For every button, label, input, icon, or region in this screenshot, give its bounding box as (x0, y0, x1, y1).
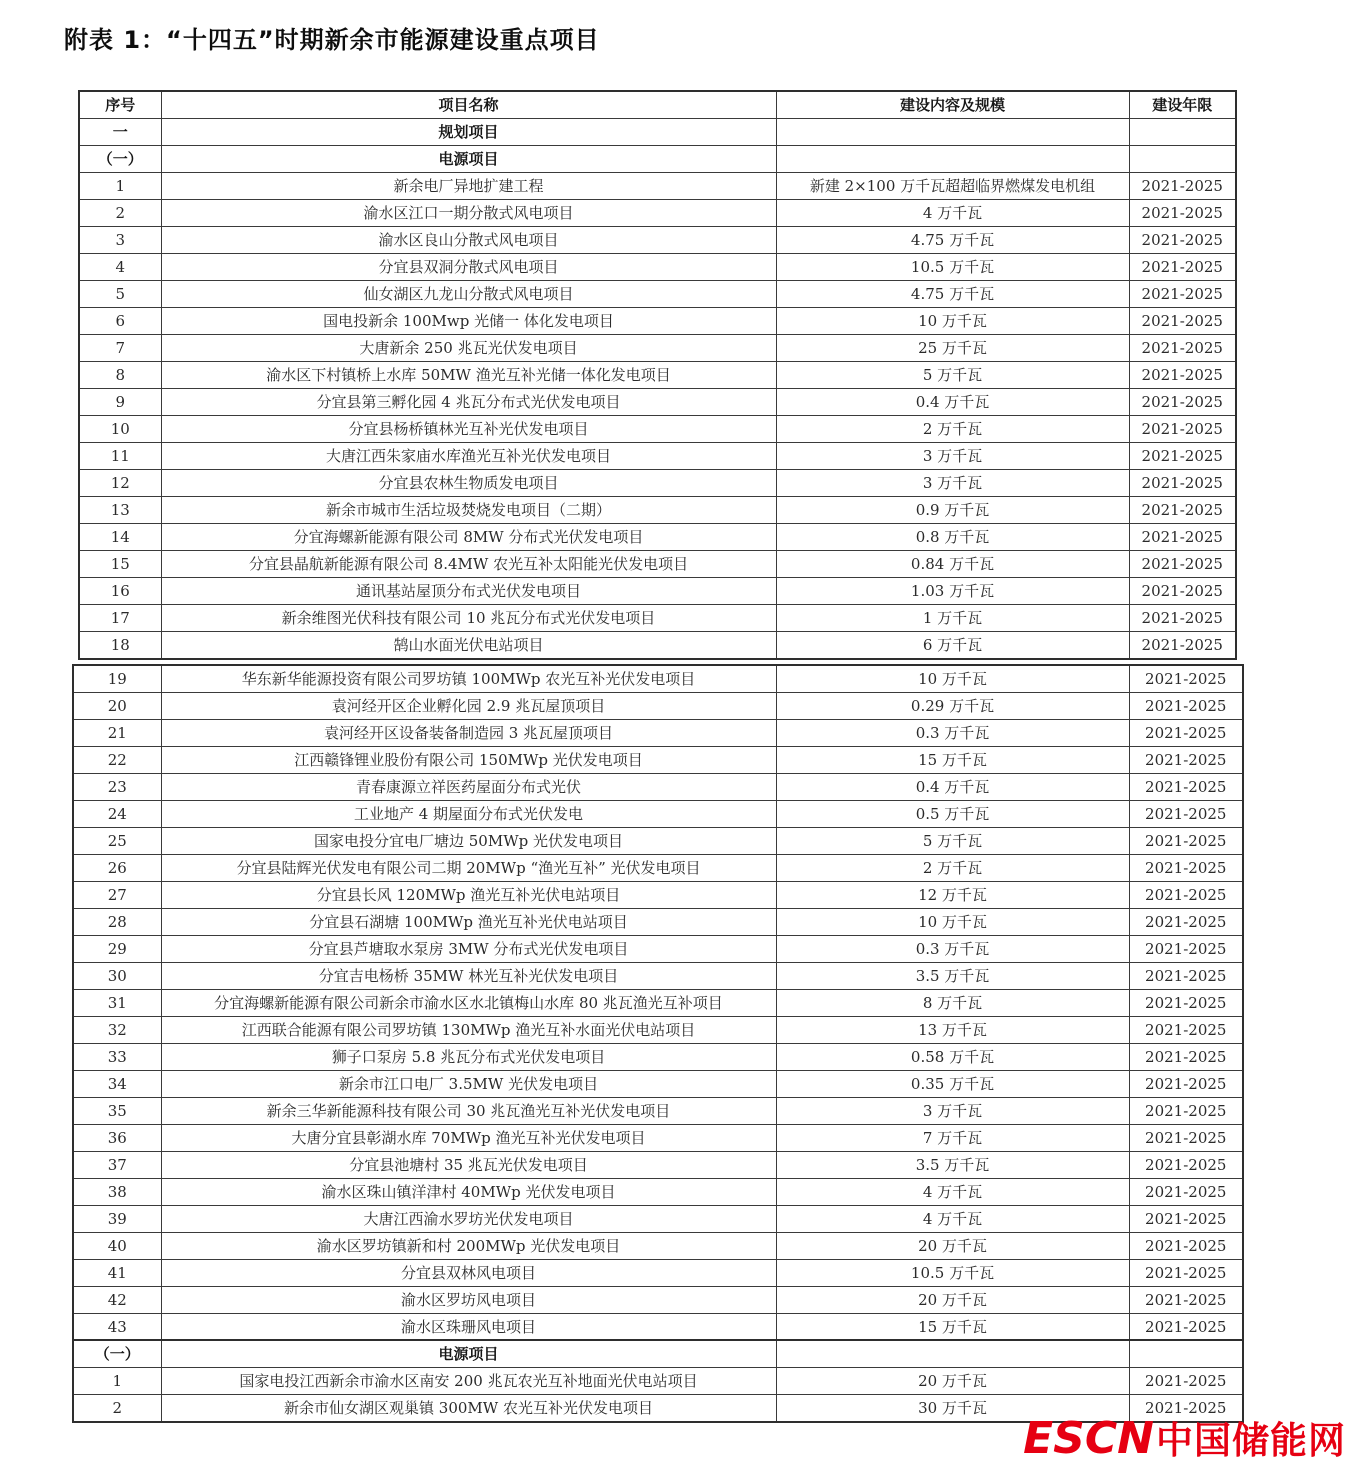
row-serial-cell: 37 (73, 1152, 161, 1179)
page-title: 附表 1：“十四五”时期新余市能源建设重点项目 (64, 26, 600, 54)
row-scale-cell: 2 万千瓦 (776, 416, 1129, 443)
table-row (79, 173, 1236, 200)
row-serial-cell: 32 (73, 1017, 161, 1044)
row-scale-cell (776, 119, 1129, 146)
row-project-name-cell: 仙女湖区九龙山分散式风电项目 (161, 281, 776, 308)
table-row (79, 308, 1236, 335)
row-project-name-cell: 电源项目 (161, 1340, 776, 1368)
table-row (79, 227, 1236, 254)
table-row (79, 416, 1236, 443)
row-project-name-cell: 通讯基站屋顶分布式光伏发电项目 (161, 578, 776, 605)
row-period-cell (1129, 119, 1236, 146)
row-period-cell: 2021-2025 (1129, 281, 1236, 308)
row-scale-cell: 4.75 万千瓦 (776, 227, 1129, 254)
row-scale-cell: 3.5 万千瓦 (776, 963, 1129, 990)
row-project-name-cell: 袁河经开区企业孵化园 2.9 兆瓦屋顶项目 (161, 693, 776, 720)
row-serial-cell: 30 (73, 963, 161, 990)
row-scale-cell: 8 万千瓦 (776, 990, 1129, 1017)
row-project-name-cell: 袁河经开区设备装备制造园 3 兆瓦屋顶项目 (161, 720, 776, 747)
table-row (79, 551, 1236, 578)
projects-table-section-3 (72, 1339, 1244, 1423)
table-row (73, 1233, 1243, 1260)
row-serial-cell: 24 (73, 801, 161, 828)
table-row (73, 1071, 1243, 1098)
row-project-name-cell: 青春康源立祥医药屋面分布式光伏 (161, 774, 776, 801)
row-period-cell: 2021-2025 (1129, 470, 1236, 497)
row-serial-cell: 28 (73, 909, 161, 936)
row-scale-cell: 3.5 万千瓦 (776, 1152, 1129, 1179)
row-period-cell: 2021-2025 (1129, 335, 1236, 362)
escn-watermark-logo (1023, 1413, 1346, 1464)
row-serial-cell: 12 (79, 470, 161, 497)
row-serial-cell: 6 (79, 308, 161, 335)
row-project-name-cell: 大唐分宜县彰湖水库 70MWp 渔光互补光伏发电项目 (161, 1125, 776, 1152)
row-period-cell: 2021-2025 (1129, 1314, 1243, 1342)
table-row (79, 254, 1236, 281)
row-project-name-cell: 新余市江口电厂 3.5MW 光伏发电项目 (161, 1071, 776, 1098)
row-scale-cell: 10.5 万千瓦 (776, 1260, 1129, 1287)
table-row (73, 801, 1243, 828)
row-serial-cell: 25 (73, 828, 161, 855)
row-project-name-cell: 渝水区下村镇桥上水库 50MW 渔光互补光储一体化发电项目 (161, 362, 776, 389)
table-row (79, 335, 1236, 362)
row-scale-cell: 20 万千瓦 (776, 1287, 1129, 1314)
row-project-name-cell: 分宜海螺新能源有限公司 8MW 分布式光伏发电项目 (161, 524, 776, 551)
row-scale-cell (776, 146, 1129, 173)
table-row (79, 524, 1236, 551)
row-period-cell: 2021-2025 (1129, 990, 1243, 1017)
row-scale-cell: 0.3 万千瓦 (776, 936, 1129, 963)
row-period-cell: 2021-2025 (1129, 1287, 1243, 1314)
row-project-name-cell: 分宜吉电杨桥 35MW 林光互补光伏发电项目 (161, 963, 776, 990)
row-project-name-cell: 电源项目 (161, 146, 776, 173)
row-project-name-cell: 分宜县双洞分散式风电项目 (161, 254, 776, 281)
row-scale-cell: 10 万千瓦 (776, 665, 1129, 693)
escn-logo-chinese-text: 中国储能网 (1156, 1419, 1346, 1462)
row-scale-cell: 2 万千瓦 (776, 855, 1129, 882)
row-project-name-cell: 渝水区江口一期分散式风电项目 (161, 200, 776, 227)
table-row (73, 1287, 1243, 1314)
row-period-cell (1129, 1340, 1243, 1368)
table-row (73, 882, 1243, 909)
row-project-name-cell: 华东新华能源投资有限公司罗坊镇 100MWp 农光互补光伏发电项目 (161, 665, 776, 693)
row-project-name-cell: 新余市仙女湖区观巢镇 300MW 农光互补光伏发电项目 (161, 1395, 776, 1423)
row-period-cell: 2021-2025 (1129, 1260, 1243, 1287)
row-scale-cell: 4 万千瓦 (776, 1179, 1129, 1206)
row-serial-cell: 9 (79, 389, 161, 416)
row-serial-cell: 34 (73, 1071, 161, 1098)
row-serial-cell: 16 (79, 578, 161, 605)
row-period-cell: 2021-2025 (1129, 1206, 1243, 1233)
row-scale-cell: 0.35 万千瓦 (776, 1071, 1129, 1098)
row-period-cell: 2021-2025 (1129, 1395, 1243, 1423)
row-scale-cell: 4 万千瓦 (776, 200, 1129, 227)
row-project-name-cell: 渝水区罗坊镇新和村 200MWp 光伏发电项目 (161, 1233, 776, 1260)
row-serial-cell: 15 (79, 551, 161, 578)
row-serial-cell: 23 (73, 774, 161, 801)
row-period-cell: 2021-2025 (1129, 497, 1236, 524)
row-period-cell: 2021-2025 (1129, 936, 1243, 963)
row-scale-cell: 0.3 万千瓦 (776, 720, 1129, 747)
row-scale-cell: 0.8 万千瓦 (776, 524, 1129, 551)
row-period-cell: 2021-2025 (1129, 605, 1236, 632)
row-serial-cell: 13 (79, 497, 161, 524)
row-scale-cell: 4 万千瓦 (776, 1206, 1129, 1233)
row-scale-cell: 20 万千瓦 (776, 1233, 1129, 1260)
table-row (79, 497, 1236, 524)
row-period-cell: 2021-2025 (1129, 308, 1236, 335)
row-project-name-cell: 新余市城市生活垃圾焚烧发电项目（二期） (161, 497, 776, 524)
row-project-name-cell: 狮子口泵房 5.8 兆瓦分布式光伏发电项目 (161, 1044, 776, 1071)
row-serial-cell: 19 (73, 665, 161, 693)
row-project-name-cell: 分宜县池塘村 35 兆瓦光伏发电项目 (161, 1152, 776, 1179)
table-row (73, 693, 1243, 720)
row-scale-cell: 30 万千瓦 (776, 1395, 1129, 1423)
row-period-cell: 2021-2025 (1129, 1017, 1243, 1044)
row-project-name-cell: 分宜县石湖塘 100MWp 渔光互补光伏电站项目 (161, 909, 776, 936)
table-row (79, 605, 1236, 632)
row-period-cell: 2021-2025 (1129, 416, 1236, 443)
row-project-name-cell: 大唐江西朱家庙水库渔光互补光伏发电项目 (161, 443, 776, 470)
row-project-name-cell: 渝水区良山分散式风电项目 (161, 227, 776, 254)
row-project-name-cell: 分宜县杨桥镇林光互补光伏发电项目 (161, 416, 776, 443)
row-serial-cell: 41 (73, 1260, 161, 1287)
table-row (73, 1017, 1243, 1044)
row-period-cell: 2021-2025 (1129, 443, 1236, 470)
row-serial-cell: 38 (73, 1179, 161, 1206)
table-row (79, 281, 1236, 308)
row-period-cell: 2021-2025 (1129, 801, 1243, 828)
row-serial-cell: 35 (73, 1098, 161, 1125)
row-serial-cell: 1 (79, 173, 161, 200)
row-serial-cell: 10 (79, 416, 161, 443)
row-serial-cell: 43 (73, 1314, 161, 1342)
row-period-cell: 2021-2025 (1129, 254, 1236, 281)
row-scale-cell: 5 万千瓦 (776, 828, 1129, 855)
table-row (73, 828, 1243, 855)
table-row (79, 200, 1236, 227)
row-period-cell: 2021-2025 (1129, 774, 1243, 801)
row-period-cell (1129, 146, 1236, 173)
table-row (73, 936, 1243, 963)
table-row (79, 362, 1236, 389)
table-row (73, 1125, 1243, 1152)
row-project-name-cell: 分宜县农林生物质发电项目 (161, 470, 776, 497)
table-row (73, 990, 1243, 1017)
row-serial-cell: 42 (73, 1287, 161, 1314)
row-serial-cell: 11 (79, 443, 161, 470)
row-scale-cell: 5 万千瓦 (776, 362, 1129, 389)
row-scale-cell: 0.29 万千瓦 (776, 693, 1129, 720)
row-serial-cell: （一） (73, 1340, 161, 1368)
table-row (73, 855, 1243, 882)
header-project-name: 项目名称 (161, 91, 776, 119)
table-row (79, 470, 1236, 497)
row-project-name-cell: 国家电投分宜电厂塘边 50MWp 光伏发电项目 (161, 828, 776, 855)
row-project-name-cell: 大唐新余 250 兆瓦光伏发电项目 (161, 335, 776, 362)
row-serial-cell: 4 (79, 254, 161, 281)
row-period-cell: 2021-2025 (1129, 882, 1243, 909)
table-row (79, 389, 1236, 416)
projects-table-section-2 (72, 664, 1244, 1342)
row-project-name-cell: 渝水区罗坊风电项目 (161, 1287, 776, 1314)
row-period-cell: 2021-2025 (1129, 665, 1243, 693)
row-scale-cell: 新建 2×100 万千瓦超超临界燃煤发电机组 (776, 173, 1129, 200)
row-period-cell: 2021-2025 (1129, 632, 1236, 660)
row-scale-cell (776, 1340, 1129, 1368)
row-period-cell: 2021-2025 (1129, 524, 1236, 551)
row-period-cell: 2021-2025 (1129, 362, 1236, 389)
row-serial-cell: （一） (79, 146, 161, 173)
table-row (73, 665, 1243, 693)
table-row (73, 1044, 1243, 1071)
table-row (73, 963, 1243, 990)
row-serial-cell: 26 (73, 855, 161, 882)
row-serial-cell: 18 (79, 632, 161, 660)
row-serial-cell: 一 (79, 119, 161, 146)
row-scale-cell: 1 万千瓦 (776, 605, 1129, 632)
row-period-cell: 2021-2025 (1129, 200, 1236, 227)
row-project-name-cell: 分宜县晶航新能源有限公司 8.4MW 农光互补太阳能光伏发电项目 (161, 551, 776, 578)
table-row (73, 720, 1243, 747)
row-serial-cell: 8 (79, 362, 161, 389)
row-project-name-cell: 渝水区珠珊风电项目 (161, 1314, 776, 1342)
row-scale-cell: 15 万千瓦 (776, 1314, 1129, 1342)
row-project-name-cell: 分宜海螺新能源有限公司新余市渝水区水北镇梅山水库 80 兆瓦渔光互补项目 (161, 990, 776, 1017)
row-serial-cell: 36 (73, 1125, 161, 1152)
row-serial-cell: 1 (73, 1368, 161, 1395)
row-period-cell: 2021-2025 (1129, 747, 1243, 774)
row-scale-cell: 0.9 万千瓦 (776, 497, 1129, 524)
row-period-cell: 2021-2025 (1129, 855, 1243, 882)
row-scale-cell: 20 万千瓦 (776, 1368, 1129, 1395)
row-period-cell: 2021-2025 (1129, 551, 1236, 578)
row-serial-cell: 2 (79, 200, 161, 227)
row-project-name-cell: 分宜县第三孵化园 4 兆瓦分布式光伏发电项目 (161, 389, 776, 416)
table-row (73, 1314, 1243, 1342)
row-serial-cell: 7 (79, 335, 161, 362)
table-row (73, 1206, 1243, 1233)
table-row (73, 1179, 1243, 1206)
row-serial-cell: 40 (73, 1233, 161, 1260)
row-project-name-cell: 国家电投江西新余市渝水区南安 200 兆瓦农光互补地面光伏电站项目 (161, 1368, 776, 1395)
row-period-cell: 2021-2025 (1129, 693, 1243, 720)
row-period-cell: 2021-2025 (1129, 1179, 1243, 1206)
row-project-name-cell: 工业地产 4 期屋面分布式光伏发电 (161, 801, 776, 828)
row-scale-cell: 6 万千瓦 (776, 632, 1129, 660)
row-project-name-cell: 分宜县长风 120MWp 渔光互补光伏电站项目 (161, 882, 776, 909)
section-heading-row (79, 146, 1236, 173)
header-scale: 建设内容及规模 (776, 91, 1129, 119)
row-period-cell: 2021-2025 (1129, 909, 1243, 936)
row-period-cell: 2021-2025 (1129, 720, 1243, 747)
row-scale-cell: 0.4 万千瓦 (776, 774, 1129, 801)
row-serial-cell: 20 (73, 693, 161, 720)
row-period-cell: 2021-2025 (1129, 963, 1243, 990)
row-project-name-cell: 分宜县芦塘取水泵房 3MW 分布式光伏发电项目 (161, 936, 776, 963)
row-scale-cell: 10 万千瓦 (776, 308, 1129, 335)
row-period-cell: 2021-2025 (1129, 173, 1236, 200)
row-project-name-cell: 分宜县双林风电项目 (161, 1260, 776, 1287)
row-period-cell: 2021-2025 (1129, 227, 1236, 254)
row-project-name-cell: 规划项目 (161, 119, 776, 146)
table-header-row (79, 91, 1236, 119)
row-scale-cell: 13 万千瓦 (776, 1017, 1129, 1044)
row-project-name-cell: 渝水区珠山镇洋津村 40MWp 光伏发电项目 (161, 1179, 776, 1206)
row-period-cell: 2021-2025 (1129, 1152, 1243, 1179)
row-project-name-cell: 国电投新余 100Mwp 光储一 体化发电项目 (161, 308, 776, 335)
table-row (73, 1260, 1243, 1287)
row-serial-cell: 21 (73, 720, 161, 747)
row-serial-cell: 39 (73, 1206, 161, 1233)
row-serial-cell: 3 (79, 227, 161, 254)
table-row (79, 578, 1236, 605)
row-serial-cell: 17 (79, 605, 161, 632)
table-row (73, 747, 1243, 774)
table-row (73, 774, 1243, 801)
row-project-name-cell: 江西联合能源有限公司罗坊镇 130MWp 渔光互补水面光伏电站项目 (161, 1017, 776, 1044)
header-serial-number: 序号 (79, 91, 161, 119)
header-period: 建设年限 (1129, 91, 1236, 119)
row-serial-cell: 29 (73, 936, 161, 963)
row-project-name-cell: 新余电厂异地扩建工程 (161, 173, 776, 200)
row-scale-cell: 3 万千瓦 (776, 470, 1129, 497)
row-project-name-cell: 江西赣锋锂业股份有限公司 150MWp 光伏发电项目 (161, 747, 776, 774)
table-row (73, 1098, 1243, 1125)
table-row (79, 632, 1236, 660)
row-scale-cell: 10.5 万千瓦 (776, 254, 1129, 281)
table-row (73, 909, 1243, 936)
row-project-name-cell: 新余维图光伏科技有限公司 10 兆瓦分布式光伏发电项目 (161, 605, 776, 632)
row-scale-cell: 10 万千瓦 (776, 909, 1129, 936)
row-scale-cell: 3 万千瓦 (776, 1098, 1129, 1125)
row-period-cell: 2021-2025 (1129, 1071, 1243, 1098)
row-scale-cell: 1.03 万千瓦 (776, 578, 1129, 605)
section-heading-row (79, 119, 1236, 146)
row-project-name-cell: 新余三华新能源科技有限公司 30 兆瓦渔光互补光伏发电项目 (161, 1098, 776, 1125)
table-row (79, 443, 1236, 470)
row-scale-cell: 0.5 万千瓦 (776, 801, 1129, 828)
row-scale-cell: 0.84 万千瓦 (776, 551, 1129, 578)
row-serial-cell: 27 (73, 882, 161, 909)
row-project-name-cell: 分宜县陆辉光伏发电有限公司二期 20MWp “渔光互补” 光伏发电项目 (161, 855, 776, 882)
row-project-name-cell: 大唐江西渝水罗坊光伏发电项目 (161, 1206, 776, 1233)
row-period-cell: 2021-2025 (1129, 389, 1236, 416)
row-project-name-cell: 鹄山水面光伏电站项目 (161, 632, 776, 660)
row-period-cell: 2021-2025 (1129, 1044, 1243, 1071)
row-serial-cell: 14 (79, 524, 161, 551)
row-serial-cell: 5 (79, 281, 161, 308)
row-period-cell: 2021-2025 (1129, 1125, 1243, 1152)
row-serial-cell: 31 (73, 990, 161, 1017)
row-scale-cell: 0.4 万千瓦 (776, 389, 1129, 416)
section-heading-row (73, 1340, 1243, 1368)
row-scale-cell: 15 万千瓦 (776, 747, 1129, 774)
row-period-cell: 2021-2025 (1129, 1368, 1243, 1395)
table-row (73, 1152, 1243, 1179)
escn-logo-text: ESCN (1023, 1413, 1154, 1464)
row-scale-cell: 4.75 万千瓦 (776, 281, 1129, 308)
row-serial-cell: 33 (73, 1044, 161, 1071)
row-period-cell: 2021-2025 (1129, 1233, 1243, 1260)
row-scale-cell: 12 万千瓦 (776, 882, 1129, 909)
row-period-cell: 2021-2025 (1129, 828, 1243, 855)
row-scale-cell: 0.58 万千瓦 (776, 1044, 1129, 1071)
row-serial-cell: 22 (73, 747, 161, 774)
row-scale-cell: 3 万千瓦 (776, 443, 1129, 470)
row-scale-cell: 7 万千瓦 (776, 1125, 1129, 1152)
row-period-cell: 2021-2025 (1129, 578, 1236, 605)
projects-table-section-1 (78, 90, 1237, 660)
table-row (73, 1368, 1243, 1395)
row-period-cell: 2021-2025 (1129, 1098, 1243, 1125)
row-scale-cell: 25 万千瓦 (776, 335, 1129, 362)
row-serial-cell: 2 (73, 1395, 161, 1423)
